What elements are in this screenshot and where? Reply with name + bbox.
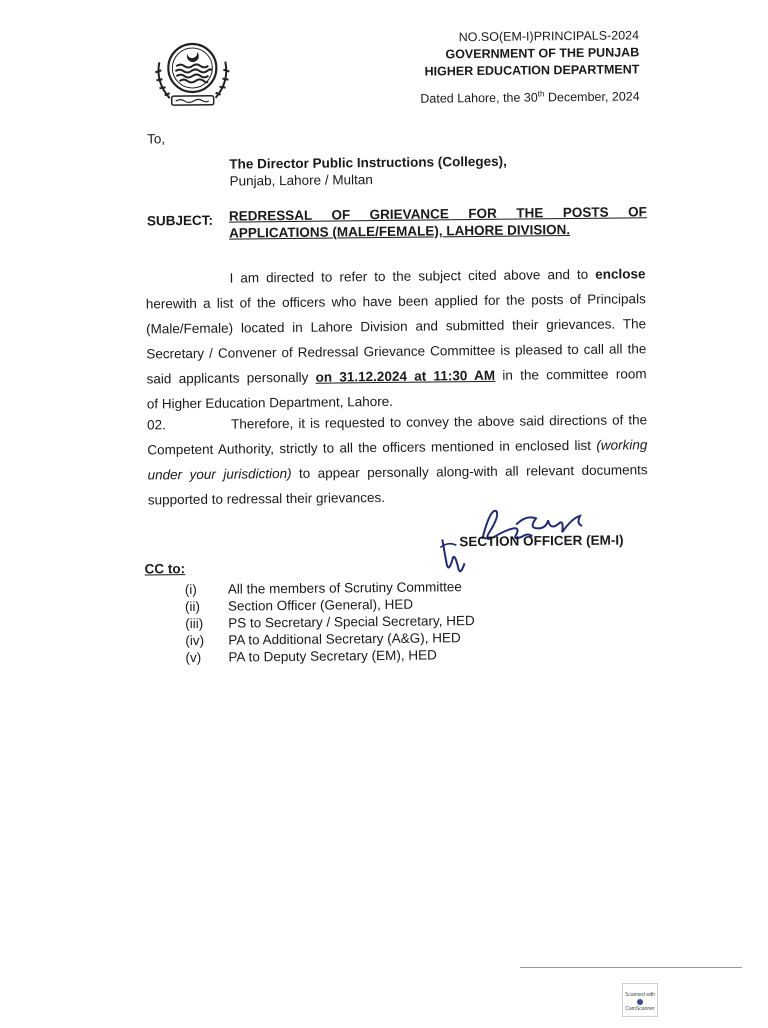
recipient-line-1: The Director Public Instructions (Colleges), <box>229 153 507 172</box>
camscanner-icon <box>637 999 643 1005</box>
paragraph-1-line-3: (Male/Female) located in Lahore Division and submitted their grievances. The <box>145 316 647 337</box>
scanner-stamp <box>622 983 658 1017</box>
cc-item: (i) All the members of Scrutiny Committee <box>184 579 462 598</box>
government-title: GOVERNMENT OF THE PUNJAB <box>445 45 640 62</box>
cc-list <box>185 578 475 666</box>
cc-item: (ii) Section Officer (General), HED <box>184 596 414 615</box>
dated-line: Dated Lahore, the 30th December, 2024 <box>420 89 640 106</box>
footer-divider <box>520 967 742 968</box>
letter-header <box>420 27 640 107</box>
subject-label: SUBJECT: <box>146 212 214 229</box>
scanner-stamp-line-2: CamScanner <box>623 999 657 1013</box>
cc-item: (iii) PS to Secretary / Special Secretary, HED <box>185 613 475 632</box>
paragraph-2-line-3: under your jurisdiction) to appear personally along-with all relevant documents <box>147 462 648 483</box>
cc-item: (v) PA to Deputy Secretary (EM), HED <box>185 647 437 666</box>
recipient-line-2: Punjab, Lahore / Multan <box>229 172 373 189</box>
paragraph-1 <box>145 261 647 416</box>
paragraph-1-line-1: I am directed to refer to the subject cited above and to enclose <box>229 266 646 286</box>
scanner-stamp-line-1: Scanned with <box>624 992 656 998</box>
paragraph-1-line-5: said applicants personally on 31.12.2024 at 11:30 AM in the committee room <box>146 366 647 387</box>
signatory-title: SECTION OFFICER (EM-I) <box>459 532 624 550</box>
subject-line-1: REDRESSAL OF GRIEVANCE FOR THE POSTS OF <box>228 204 647 224</box>
paragraph-1-line-4: Secretary / Convener of Redressal Grievance Committee is pleased to call all the <box>146 341 647 362</box>
cc-label: CC to: <box>144 561 186 577</box>
recipient <box>229 153 507 190</box>
paragraph-2-number: 02. <box>146 417 166 433</box>
subject-line-2: APPLICATIONS (MALE/FEMALE), LAHORE DIVISION. <box>228 222 571 241</box>
paragraph-2-line-1: 02. Therefore, it is requested to convey the above said directions of the <box>147 407 647 437</box>
paragraph-2 <box>147 407 648 512</box>
to-label: To, <box>147 131 166 147</box>
paragraph-2-line-4: supported to redressal their grievances. <box>147 489 386 508</box>
department-title: HIGHER EDUCATION DEPARTMENT <box>424 62 640 79</box>
paragraph-1-line-6: of Higher Education Department, Lahore. <box>146 393 394 412</box>
paragraph-1-line-2: herewith a list of the officers who have been applied for the posts of Principals <box>145 291 646 312</box>
meeting-datetime: on 31.12.2024 at 11:30 AM <box>315 367 496 385</box>
reference-number: NO.SO(EM-I)PRINCIPALS-2024 <box>458 28 640 45</box>
cc-item: (iv) PA to Additional Secretary (A&G), HED <box>185 630 461 649</box>
subject-text <box>229 203 647 241</box>
paragraph-2-line-2: Competent Authority, strictly to all the officers mentioned in enclosed list (working <box>147 437 648 458</box>
government-of-punjab-emblem-icon <box>147 32 238 111</box>
